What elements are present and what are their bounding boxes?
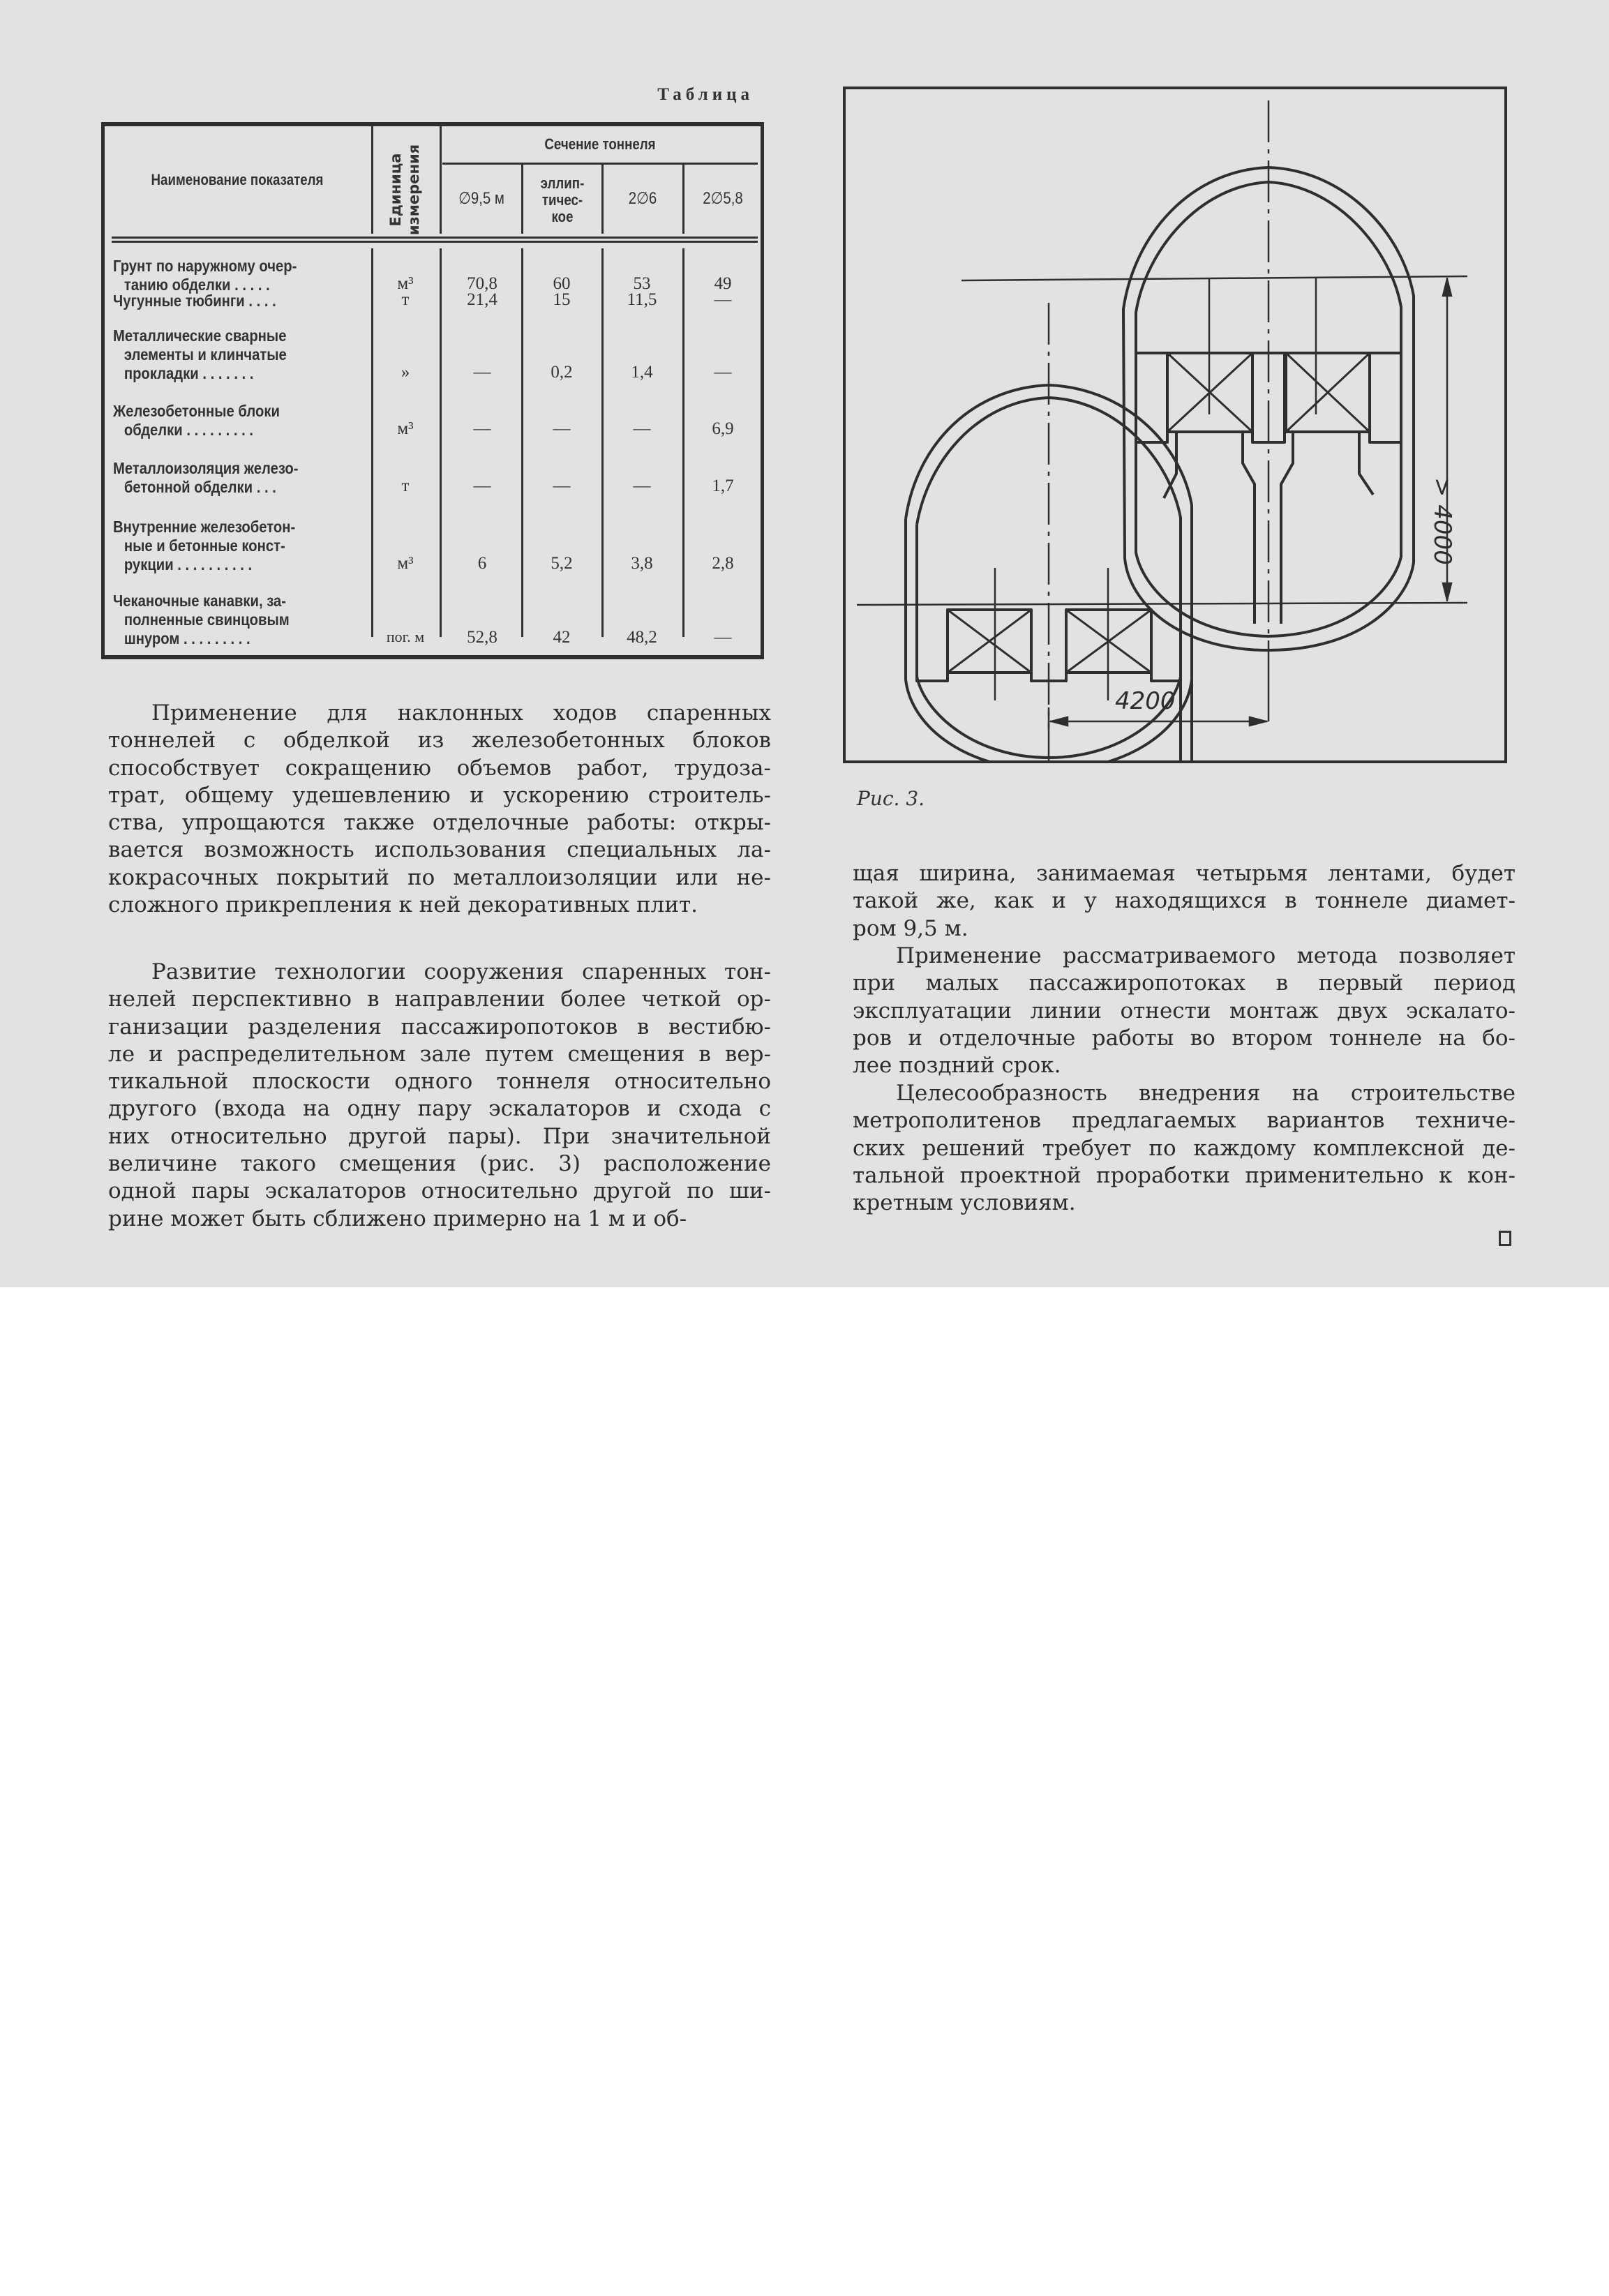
row-name-line: полненные свинцовым xyxy=(124,610,290,629)
table-caption: Таблица xyxy=(657,85,754,104)
text-line: рине может быть сближено примерно на 1 м и об- xyxy=(108,1206,687,1231)
col-divider xyxy=(682,248,684,637)
row-value: — xyxy=(553,477,571,495)
figure-rис3 xyxy=(843,87,1507,763)
text-line: них относительно другой пары). При значительной xyxy=(108,1123,771,1149)
col-divider xyxy=(521,164,523,234)
text-line: Применение для наклонных ходов спаренных xyxy=(151,700,771,726)
row-name-line: Чугунные тюбинги . . . . xyxy=(113,292,276,310)
row-name-line: рукции . . . . . . . . . . xyxy=(124,555,253,573)
text-line: другого (входа на одну пару эскалаторов и схода с xyxy=(108,1096,771,1122)
row-name-line: прокладки . . . . . . . xyxy=(124,364,254,382)
row-value: — xyxy=(553,419,571,438)
row-name-line: бетонной обделки . . . xyxy=(124,478,276,496)
right-paragraph-2 xyxy=(853,943,1516,1079)
header-section-2-l1: эллип- xyxy=(540,174,585,192)
header-rule xyxy=(112,241,758,243)
figure-caption: Рис. 3. xyxy=(857,787,925,810)
right-paragraph-3 xyxy=(853,1080,1516,1217)
text-line: тальной проектной проработки применительно к кон- xyxy=(853,1162,1516,1188)
header-section-2-l2: тичес- xyxy=(541,191,583,209)
row-unit: м³ xyxy=(397,274,414,293)
row-value: 60 xyxy=(553,274,571,293)
row-name xyxy=(113,459,346,497)
row-value: 1,4 xyxy=(631,363,653,382)
header-name: Наименование показателя xyxy=(151,171,324,188)
row-name xyxy=(113,402,346,440)
end-of-article-mark xyxy=(1499,1231,1511,1246)
text-line: ле и распределительном зале путем смещения в вер- xyxy=(108,1041,771,1067)
row-value: 5,2 xyxy=(551,554,573,573)
row-unit: пог. м xyxy=(386,628,425,645)
row-value: — xyxy=(714,290,732,309)
text-line: ром 9,5 м. xyxy=(853,915,968,941)
text-line: ских решений требует по каждому комплексной де- xyxy=(853,1135,1516,1161)
text-line: лее поздний срок. xyxy=(853,1053,1061,1079)
axis-lines xyxy=(857,100,1474,763)
row-unit: м³ xyxy=(397,419,414,438)
text-line: ганизации разделения пассажиропотоков в вестибю- xyxy=(108,1014,771,1040)
row-value: 0,2 xyxy=(551,363,573,382)
row-value: — xyxy=(473,363,491,382)
header-rule xyxy=(112,237,758,239)
col-divider xyxy=(682,164,684,234)
dimension-lines xyxy=(1050,278,1451,726)
row-name-line: обделки . . . . . . . . . xyxy=(124,421,253,439)
text-line: метрополитенов предлагаемых вариантов техниче- xyxy=(853,1108,1516,1134)
text-line: способствует сокращению объемов работ, трудоза- xyxy=(108,755,771,781)
text-line: тикальной плоскости одного тоннеля относительно xyxy=(108,1069,771,1095)
row-value: 48,2 xyxy=(627,628,657,647)
row-name-line: элементы и клинчатые xyxy=(124,345,287,363)
text-line: вается возможность использования специальных ла- xyxy=(108,837,771,863)
header-section-1: ∅9,5 м xyxy=(458,189,504,208)
right-paragraph-1 xyxy=(853,860,1516,943)
text-line: кокрасочных покрытий по металлоизоляции или не- xyxy=(108,864,771,890)
header-unit xyxy=(387,127,423,253)
text-line: Целесообразность внедрения на строительстве xyxy=(896,1081,1516,1106)
col-divider xyxy=(601,248,604,637)
row-value: — xyxy=(633,477,651,495)
row-name-line: Металлические сварные xyxy=(113,327,287,345)
header-section-4: 2∅5,8 xyxy=(703,189,743,208)
header-unit-line1: Единица xyxy=(387,153,404,227)
text-line: одной пары эскалаторов относительно другой по ши- xyxy=(108,1178,771,1204)
dimension-label-vertical: > 4000 xyxy=(1428,477,1456,565)
row-value: — xyxy=(714,363,732,382)
header-section-3: 2∅6 xyxy=(628,189,657,208)
row-name-line: Чеканочные канавки, за- xyxy=(113,592,287,610)
row-name-line: шнуром . . . . . . . . . xyxy=(124,629,250,647)
row-name-line: Железобетонные блоки xyxy=(113,402,280,420)
row-value: 42 xyxy=(553,628,571,647)
col-divider xyxy=(601,164,604,234)
row-name xyxy=(113,327,346,383)
row-value: 1,7 xyxy=(712,477,734,495)
row-unit: т xyxy=(401,477,410,495)
text-line: ства, упрощаются также отделочные работы: откры- xyxy=(108,810,771,836)
left-paragraph-2 xyxy=(108,959,771,1233)
text-line: сложного прикрепления к ней декоративных плит. xyxy=(108,892,698,918)
row-value: 52,8 xyxy=(467,628,497,647)
text-line: щая ширина, занимаемая четырьмя лентами, будет xyxy=(853,861,1516,886)
row-value: 15 xyxy=(553,290,571,309)
row-value: 6 xyxy=(477,554,487,573)
text-line: Применение рассматриваемого метода позволяет xyxy=(896,943,1516,968)
row-value: 2,8 xyxy=(712,554,734,573)
group-rule xyxy=(442,163,758,165)
text-line: тоннелей с обделкой из железобетонных блоков xyxy=(108,728,771,753)
row-value: — xyxy=(714,628,732,647)
row-name xyxy=(113,518,346,574)
col-divider xyxy=(371,126,373,234)
row-value: 3,8 xyxy=(631,554,653,573)
row-name xyxy=(113,592,346,648)
left-paragraph-1 xyxy=(108,700,771,919)
text-line: кретным условиям. xyxy=(853,1190,1076,1216)
header-group: Сечение тоннеля xyxy=(544,135,656,153)
col-divider xyxy=(440,126,442,234)
text-line: такой же, как и у находящихся в тоннеле диамет- xyxy=(853,888,1516,914)
row-unit: м³ xyxy=(397,554,414,573)
row-name-line: танию обделки . . . . . xyxy=(124,276,270,294)
header-unit-line2: измерения xyxy=(405,144,422,236)
row-name xyxy=(113,257,346,294)
header-section-2-l3: кое xyxy=(551,208,574,225)
text-line: нелей перспективно в направлении более четкой ор- xyxy=(108,986,771,1012)
row-value: 70,8 xyxy=(467,274,497,293)
row-value: — xyxy=(633,419,651,438)
row-value: 6,9 xyxy=(712,419,734,438)
row-name-line: Внутренние железобетон- xyxy=(113,518,296,536)
text-line: при малых пассажиропотоках в первый период xyxy=(853,970,1516,996)
dimension-label-horizontal: 4200 xyxy=(1115,687,1176,715)
row-value: 21,4 xyxy=(467,290,497,309)
header-section-2 xyxy=(529,175,595,225)
row-name-line: ные и бетонные конст- xyxy=(124,537,285,555)
col-divider xyxy=(521,248,523,637)
row-value: 11,5 xyxy=(627,290,657,309)
row-name-line: Грунт по наружному очер- xyxy=(113,257,297,275)
row-unit: т xyxy=(401,290,410,309)
text-line: величине такого смещения (рис. 3) расположение xyxy=(108,1151,771,1177)
row-value: — xyxy=(473,477,491,495)
row-value: 53 xyxy=(633,274,651,293)
data-table xyxy=(101,122,764,659)
row-value: — xyxy=(473,419,491,438)
text-line: трат, общему удешевлению и ускорению строитель- xyxy=(108,782,771,808)
text-line: Развитие технологии сооружения спаренных тон- xyxy=(151,959,771,984)
row-name-line: Металлоизоляция железо- xyxy=(113,459,299,477)
text-line: эксплуатации линии отнести монтаж двух эскалато- xyxy=(853,998,1516,1023)
row-value: 49 xyxy=(714,274,732,293)
row-name xyxy=(113,292,346,310)
row-unit: » xyxy=(401,363,410,382)
text-line: ров и отделочные работы во втором тоннеле на бо- xyxy=(853,1025,1516,1051)
